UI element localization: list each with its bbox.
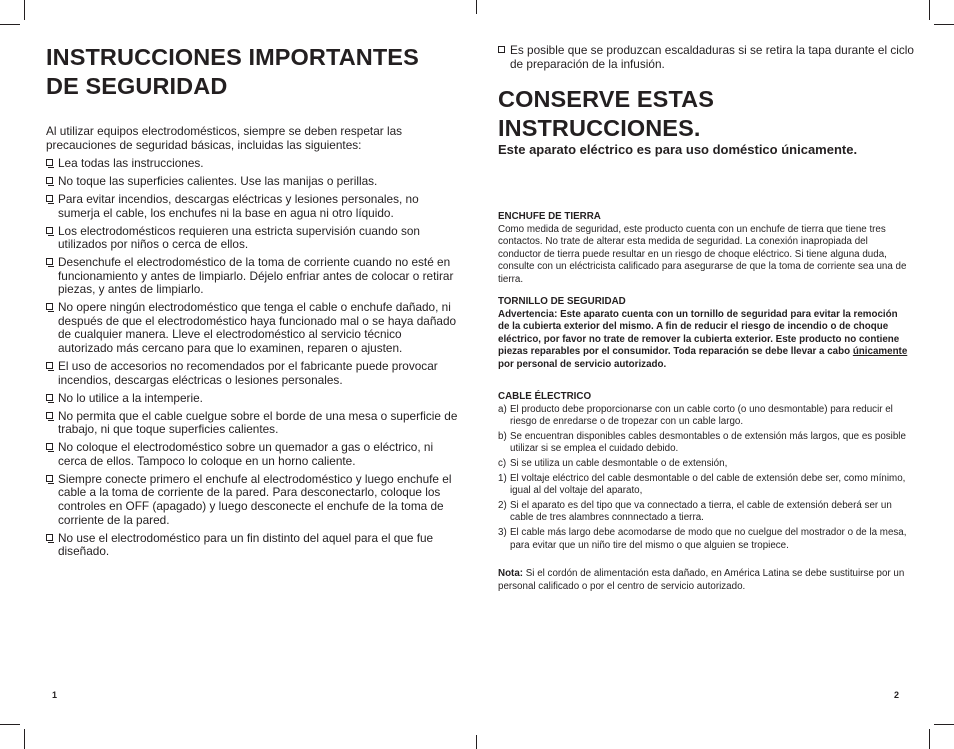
right-page — [498, 0, 914, 749]
electric-cord-item-marker: 2) — [498, 499, 507, 511]
note-section — [498, 568, 910, 593]
safety-list-item-text: Los electrodomésticos requieren una estricta supervisión cuando son utilizados por niños o cerca de ellos. — [58, 223, 420, 252]
safety-list — [46, 157, 458, 563]
safety-list-item-text: No opere ningún electrodoméstico que tenga el cable o enchufe dañado, ni después de que el electrodoméstico haya funcionado mal o se haya dañado de cualquier manera. Lleve el electrodoméstico al servicio técnico autorizado más cercano para que lo examinen, reparen o ajusten. — [58, 300, 457, 356]
electric-cord-item — [498, 500, 910, 525]
safety-title — [46, 43, 458, 101]
safety-list-item-text: Para evitar incendios, descargas eléctricas y lesiones personales, no sumerja el cable, los enchufes ni la base en agua ni otro líquido. — [58, 191, 419, 220]
electric-cord-item — [498, 473, 910, 498]
safety-list-item — [46, 157, 458, 171]
electric-cord-item-text: El cable más largo debe acomodarse de modo que no cuelgue del mostrador o de la mesa, para evitar que un niño tire del mismo o que alguien se tropiece. — [510, 526, 907, 551]
electric-cord-item — [498, 458, 910, 471]
note-label: Nota: — [498, 568, 524, 579]
safety-list-item — [46, 410, 458, 437]
grounded-plug-section — [498, 211, 910, 287]
checkbox-square-icon — [46, 303, 53, 310]
electric-cord-item — [498, 404, 910, 429]
safety-list-item-text: Siempre conecte primero el enchufe al electrodoméstico y luego enchufe el cable a la toma de corriente de la pared. Para desconectarlo, coloque los controles en OFF (apagado) y luego desconecte el enchufe de la toma de corriente de la pared. — [58, 471, 452, 527]
crop-mark — [934, 724, 954, 725]
scald-warning-text: Es posible que se produzcan escaldaduras si se retira la tapa durante el ciclo de preparación de la infusión. — [510, 43, 914, 71]
crop-mark — [24, 0, 25, 20]
safety-list-item — [46, 175, 458, 189]
electric-cord-item-marker: b) — [498, 430, 507, 442]
electric-cord-items — [498, 404, 910, 553]
checkbox-square-icon — [46, 258, 53, 265]
checkbox-square-icon — [46, 195, 53, 202]
keep-instructions-title — [498, 85, 910, 143]
checkbox-square-icon — [46, 534, 53, 541]
electric-cord-item — [498, 431, 910, 456]
safety-list-item-text: No coloque el electrodoméstico sobre un quemador a gas o eléctrico, ni cerca de ellos. Tampoco lo coloque en un horno caliente. — [58, 440, 434, 468]
checkbox-square-icon — [46, 475, 53, 482]
electric-cord-item-text: El voltaje eléctrico del cable desmontable o del cable de extensión debe ser, como mínimo, igual al del voltaje del aparato, — [510, 472, 906, 497]
grounded-plug-text: Como medida de seguridad, este producto cuenta con un enchufe de tierra que tiene tres contactos. No trate de alterar esta medida de seguridad. La conexión inapropiada del conductor de tierra puede resultar en un riesgo de choque eléctrico. Si tiene alguna duda, consulte con un eléctricista calificado para asegurarse de que la toma de corriente sea una de tierra. — [498, 223, 907, 285]
underlined-word: únicamente — [852, 346, 908, 358]
safety-title-line1: INSTRUCCIONES IMPORTANTES — [46, 44, 419, 70]
safety-list-item — [46, 225, 458, 252]
safety-list-item — [46, 473, 458, 527]
safety-list-item — [46, 301, 458, 355]
left-page — [46, 0, 458, 749]
electric-cord-item-text: El producto debe proporcionarse con un cable corto (o uno desmontable) para reducir el riesgo de enredarse o de tropezar con un cable largo. — [510, 403, 893, 428]
safety-list-item — [46, 360, 458, 387]
checkbox-square-icon — [46, 159, 53, 166]
safety-list-item — [46, 392, 458, 406]
intro-text: Al utilizar equipos electrodomésticos, siempre se deben respetar las precauciones de seguridad básicas, incluidas las siguientes: — [46, 124, 403, 152]
safety-screw-text: Advertencia: Este aparato cuenta con un tornillo de seguridad para evitar la remoción de la cubierta exterior del mismo. A fin de reducir el riesgo de incendio o de choque eléctrico, por favor no trate de remover la cubierta exterior. Este producto no contiene piezas reparables por el consumidor. Toda reparación se debe llevar a cabo únicamente por personal de servicio autorizado. — [498, 308, 908, 370]
electric-cord-item — [498, 527, 910, 552]
safety-list-item — [46, 532, 458, 559]
keep-title-line1: CONSERVE ESTAS — [498, 86, 714, 112]
electric-cord-item-text: Si se utiliza un cable desmontable o de extensión, — [510, 457, 728, 469]
center-mark — [476, 735, 477, 749]
crop-mark — [929, 0, 930, 20]
electric-cord-item-marker: 3) — [498, 526, 507, 538]
safety-list-item — [46, 441, 458, 468]
checkbox-square-icon — [46, 177, 53, 184]
crop-mark — [929, 729, 930, 749]
safety-list-item-text: No lo utilice a la intemperie. — [58, 390, 203, 405]
electric-cord-item-marker: 1) — [498, 472, 507, 484]
electric-cord-item-text: Si el aparato es del tipo que va connectado a tierra, el cable de extensión deberá ser un cable de tres alambres connnectado a tierra. — [510, 499, 892, 524]
safety-list-item-text: Lea todas las instrucciones. — [58, 156, 204, 170]
electric-cord-item-marker: c) — [498, 457, 507, 469]
safety-list-item-text: No use el electrodoméstico para un fin distinto del aquel para el que fue diseñado. — [58, 530, 434, 559]
crop-mark — [24, 729, 25, 749]
checkbox-square-icon — [46, 412, 53, 419]
note-text: Si el cordón de alimentación esta dañado, en América Latina se debe sustituirse por un personal calificado o por el centro de servicio autorizado. — [498, 568, 905, 592]
electric-cord-item-marker: a) — [498, 403, 507, 415]
checkbox-square-icon — [46, 443, 53, 450]
safety-list-item — [46, 256, 458, 297]
safety-list-item-text: Desenchufe el electrodoméstico de la toma de corriente cuando no esté en funcionamiento y antes de limpiarlo. Déjelo enfriar antes de colocar o retirar piezas, y antes de limpiarlo. — [58, 255, 454, 297]
safety-list-item — [46, 193, 458, 220]
safety-list-item-text: No permita que el cable cuelgue sobre el borde de una mesa o superficie de trabajo, ni que toque superficies calientes. — [58, 408, 458, 437]
crop-mark — [934, 24, 954, 25]
electric-cord-heading: CABLE ÉLECTRICO — [498, 391, 592, 402]
safety-screw-heading: TORNILLO DE SEGURIDAD — [498, 296, 626, 307]
center-mark — [476, 0, 477, 14]
checkbox-square-icon — [498, 46, 505, 53]
safety-screw-section — [498, 296, 910, 372]
page-number-right: 2 — [894, 690, 900, 700]
checkbox-square-icon — [46, 362, 53, 369]
checkbox-square-icon — [46, 227, 53, 234]
keep-title-line2: INSTRUCCIONES. — [498, 115, 701, 141]
safety-title-line2: DE SEGURIDAD — [46, 73, 228, 99]
grounded-plug-heading: ENCHUFE DE TIERRA — [498, 211, 601, 222]
page-number-left: 1 — [52, 690, 58, 700]
household-use-subtitle: Este aparato eléctrico es para uso doméstico únicamente. — [498, 142, 858, 157]
safety-list-item-text: No toque las superficies calientes. Use las manijas o perillas. — [58, 173, 378, 188]
checkbox-square-icon — [46, 394, 53, 401]
crop-mark — [0, 724, 20, 725]
electric-cord-item-text: Se encuentran disponibles cables desmontables o de extensión más largos, que es posible utilizar si se emplea el cuidado debido. — [510, 430, 906, 455]
electric-cord-section — [498, 391, 910, 554]
crop-mark — [0, 24, 20, 25]
scald-warning-item — [498, 43, 922, 71]
safety-list-item-text: El uso de accesorios no recomendados por el fabricante puede provocar incendios, descargas eléctricas o lesiones personales. — [58, 359, 438, 387]
